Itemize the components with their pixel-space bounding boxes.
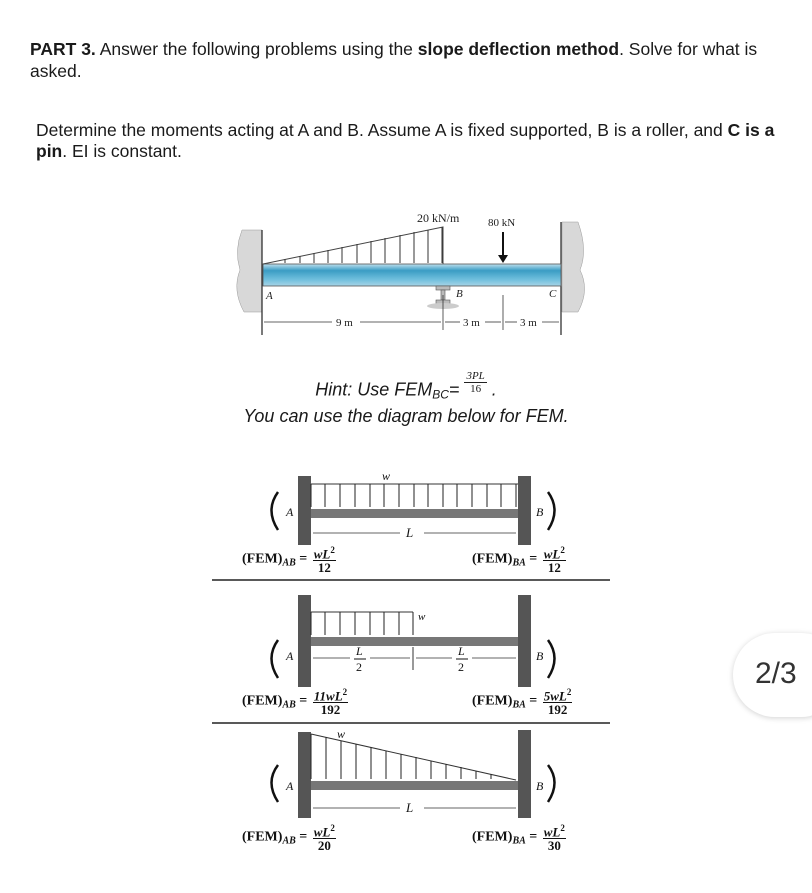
page-indicator[interactable]	[733, 633, 812, 717]
svg-text:L: L	[406, 525, 414, 540]
svg-text:A: A	[266, 290, 273, 302]
hint-prefix: Hint: Use FEM	[315, 379, 433, 400]
hint-numerator: 3PL	[466, 370, 485, 382]
svg-text:L: L	[406, 800, 414, 815]
hint-equals: =	[448, 379, 460, 400]
instructions-text: Answer the following problems using the	[95, 39, 418, 59]
beam-diagram-figure	[230, 200, 590, 340]
beam-diagram	[230, 200, 590, 340]
hint-line-1	[0, 370, 812, 405]
svg-text:w: w	[382, 469, 391, 483]
svg-text:2: 2	[458, 660, 464, 674]
fem-reference-diagram	[210, 460, 610, 880]
svg-text:2: 2	[356, 660, 362, 674]
point-load-label: 80 kN	[488, 217, 516, 229]
distributed-load-label: 20 kN/m	[417, 211, 460, 225]
instructions-paragraph	[30, 38, 800, 82]
fem-ab-case1: $(FEM)_{AB}$ = $\frac{wL^2}{12}$	[242, 545, 335, 576]
fem-ba-case3: $(FEM)_{BA}$ = $\frac{wL^2}{30}$	[472, 823, 565, 854]
hint-line-2: You can use the diagram below for FEM.	[243, 406, 569, 427]
svg-text:9 m: 9 m	[336, 317, 353, 329]
problem-statement	[36, 120, 806, 162]
svg-text:3 m: 3 m	[463, 317, 480, 329]
svg-text:w: w	[418, 611, 426, 623]
svg-text:C: C	[549, 288, 557, 300]
hint-fraction	[464, 370, 486, 395]
fem-diagram-figure	[210, 460, 610, 880]
fem-ab-case2: $(FEM)_{AB}$ = $\frac{11wL^2}{192}$	[242, 687, 348, 718]
svg-text:A: A	[286, 505, 294, 519]
hint-subscript: BC	[432, 387, 449, 402]
instructions-text-end: . Solve for what is asked.	[30, 39, 758, 81]
svg-text:3 m: 3 m	[520, 317, 537, 329]
method-name: slope deflection method	[417, 39, 620, 59]
problem-text: Determine the moments acting at A and B. Assume A is fixed supported, B is a roller, and	[36, 120, 728, 140]
part-label: PART 3.	[30, 39, 96, 59]
fem-ab-case3: $(FEM)_{AB}$ = $\frac{wL^2}{20}$	[242, 823, 335, 854]
svg-text:A: A	[286, 649, 294, 663]
problem-bold: C is a pin	[36, 120, 775, 161]
hint-denominator: 16	[470, 383, 482, 395]
svg-text:L: L	[356, 644, 363, 658]
page-indicator-label: 2/3	[755, 657, 797, 690]
svg-text:B: B	[456, 288, 463, 300]
svg-text:L: L	[458, 644, 465, 658]
hint-suffix: .	[486, 379, 497, 400]
svg-text:B: B	[536, 649, 544, 663]
svg-text:B: B	[536, 505, 544, 519]
fem-ba-case1: $(FEM)_{BA}$ = $\frac{wL^2}{12}$	[472, 545, 565, 576]
fem-ba-case2: $(FEM)_{BA}$ = $\frac{5wL^2}{192}$	[472, 687, 572, 718]
svg-text:A: A	[286, 779, 294, 793]
svg-text:w: w	[337, 727, 346, 741]
svg-text:B: B	[536, 779, 544, 793]
problem-text-end: . EI is constant.	[62, 141, 182, 161]
hint	[0, 370, 812, 427]
